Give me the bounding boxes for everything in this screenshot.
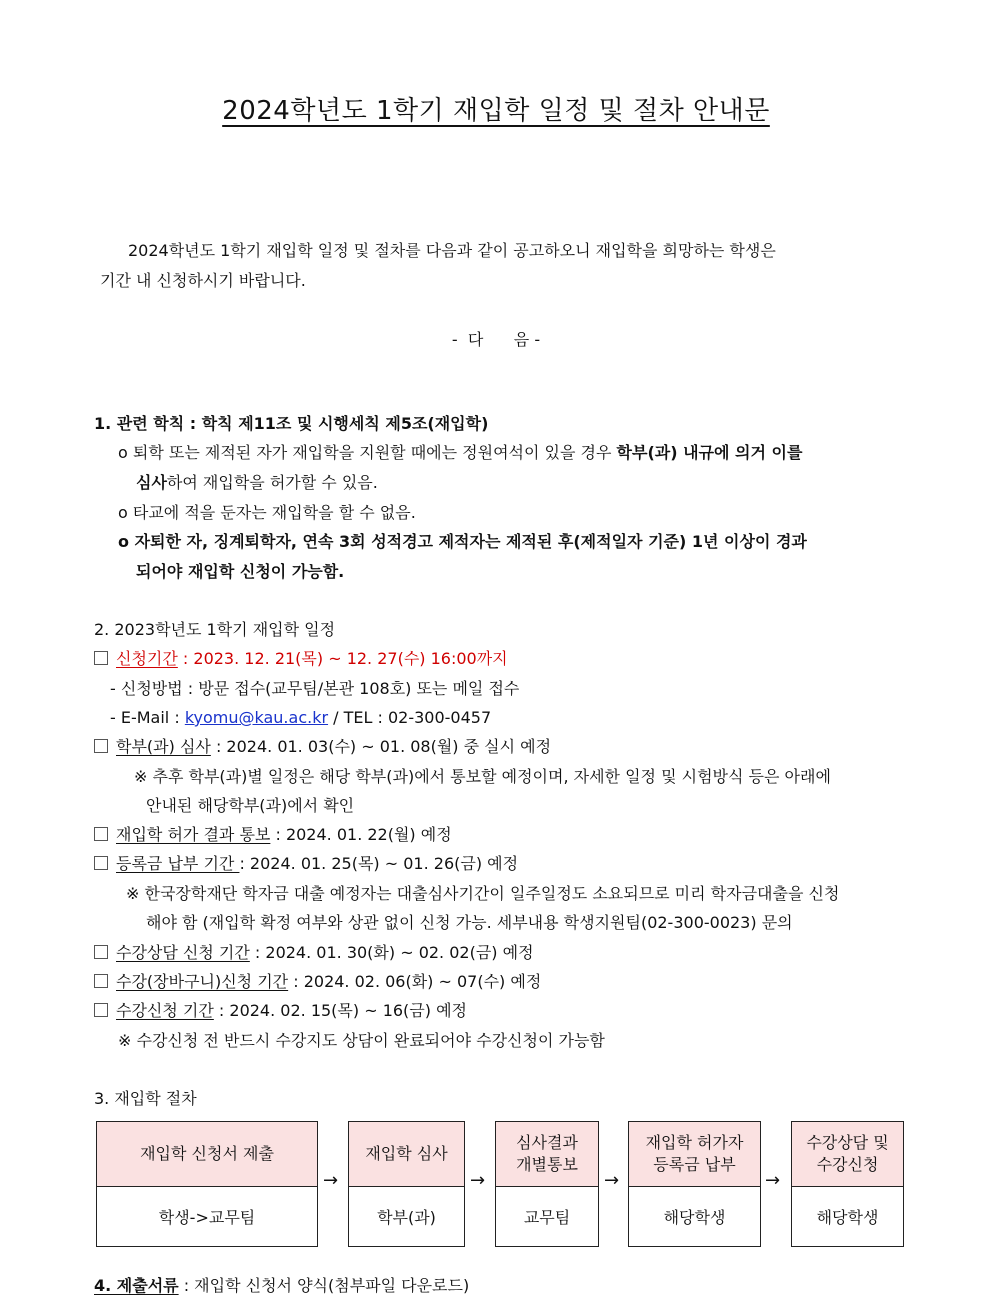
- flow-step-body: 교무팀: [523, 1208, 571, 1227]
- section3-heading: 3. 재입학 절차: [94, 1089, 197, 1108]
- review-label: 학부(과) 심사: [116, 737, 211, 756]
- checkbox-icon: [94, 856, 108, 870]
- arrow-icon: →: [604, 1170, 620, 1191]
- flow-step-4: [628, 1121, 761, 1247]
- checkbox-icon: [94, 739, 108, 753]
- section1-bullet-1-cont: [136, 473, 378, 493]
- flow-step-head: 재입학 허가자 등록금 납부: [629, 1122, 760, 1187]
- bullet-marker: o: [118, 503, 128, 522]
- result-value: : 2024. 01. 22(월) 예정: [270, 825, 452, 844]
- fee-note-2: 해야 함 (재입학 확정 여부와 상관 없이 신청 가능. 세부내용 학생지원팀(02-300-0023) 문의: [146, 913, 793, 932]
- flow-step-body: 학생->교무팀: [158, 1208, 256, 1227]
- result-row: [94, 825, 452, 845]
- flow-step-head: 수강상담 및 수강신청: [792, 1122, 903, 1187]
- fee-value: : 2024. 01. 25(목) ~ 01. 26(금) 예정: [239, 854, 519, 873]
- review-row: [94, 737, 551, 757]
- checkbox-icon: [94, 1003, 108, 1017]
- section4-row: [94, 1276, 469, 1296]
- checkbox-icon: [94, 651, 108, 665]
- bullet-text: 퇴학 또는 제적된 자가 재입학을 지원할 때에는 정원여석이 있을 경우: [132, 443, 612, 462]
- flow-step-head: 재입학 심사: [349, 1122, 464, 1187]
- intro-line-1: 2024학년도 1학기 재입학 일정 및 절차를 다음과 같이 공고하오니 재입학을 희망하는 학생은: [128, 241, 776, 260]
- section1-bullet-1: [118, 443, 802, 463]
- bullet-bold: 심사: [136, 473, 167, 492]
- review-value: : 2024. 01. 03(수) ~ 01. 08(월) 중 실시 예정: [210, 737, 552, 756]
- section2-heading: 2. 2023학년도 1학기 재입학 일정: [94, 620, 336, 639]
- flow-step-body: 학부(과): [377, 1208, 436, 1227]
- arrow-icon: →: [470, 1170, 486, 1191]
- fee-label: 등록금 납부 기간: [116, 854, 240, 873]
- section1-bullet-3-cont: 되어야 재입학 신청이 가능함.: [136, 562, 345, 581]
- arrow-icon: →: [323, 1170, 339, 1191]
- flow-step-1: [96, 1121, 318, 1247]
- review-note-1: ※ 추후 학부(과)별 일정은 해당 학부(과)에서 통보할 예정이며, 자세한 일정 및 시험방식 등은 아래에: [134, 767, 831, 786]
- intro-line-2: 기간 내 신청하시기 바랍니다.: [100, 271, 306, 290]
- bullet-text: 하여 재입학을 허가할 수 있음.: [166, 473, 378, 492]
- registration-label: 수강신청 기간: [116, 1001, 214, 1020]
- email-prefix: - E-Mail :: [110, 708, 185, 727]
- section1-heading: [94, 414, 488, 434]
- apply-period-value: : 2023. 12. 21(목) ~ 12. 27(수) 16:00까지: [177, 649, 508, 668]
- bullet-marker: o: [118, 443, 128, 462]
- review-note-2: 안내된 해당학부(과)에서 확인: [146, 796, 355, 815]
- contact-row: [110, 708, 491, 728]
- section4-value: : 재입학 신청서 양식(첨부파일 다운로드): [178, 1276, 470, 1295]
- section4-heading: 4. 제출서류: [94, 1276, 179, 1295]
- apply-period-label: 신청기간: [116, 649, 178, 668]
- flow-step-head: 재입학 신청서 제출: [97, 1122, 317, 1187]
- checkbox-icon: [94, 827, 108, 841]
- cart-value: : 2024. 02. 06(화) ~ 07(수) 예정: [288, 972, 542, 991]
- checkbox-icon: [94, 974, 108, 988]
- email-link[interactable]: kyomu@kau.ac.kr: [184, 708, 329, 727]
- flow-step-body: 해당학생: [663, 1208, 726, 1227]
- section1-bullet-2: [118, 503, 416, 523]
- registration-note: ※ 수강신청 전 반드시 수강지도 상담이 완료되어야 수강신청이 가능함: [118, 1031, 605, 1050]
- counsel-value: : 2024. 01. 30(화) ~ 02. 02(금) 예정: [249, 943, 534, 962]
- flow-step-2: [348, 1121, 465, 1247]
- cart-row: [94, 972, 541, 992]
- flow-step-head: 심사결과 개별통보: [496, 1122, 598, 1187]
- registration-value: : 2024. 02. 15(목) ~ 16(금) 예정: [213, 1001, 467, 1020]
- cart-label: 수강(장바구니)신청 기간: [116, 972, 289, 991]
- bullet-bold: 학부(과) 내규에 의거 이를: [616, 443, 803, 462]
- fee-note-1: ※ 한국장학재단 학자금 대출 예정자는 대출심사기간이 일주일정도 소요되므로 미리 학자금대출을 신청: [126, 884, 840, 903]
- counsel-label: 수강상담 신청 기간: [116, 943, 250, 962]
- page-title: 2024학년도 1학기 재입학 일정 및 절차 안내문: [222, 96, 770, 126]
- section1-heading-text: 1. 관련 학칙 : 학칙 제11조 및 시행세칙 제5조(재입학): [94, 414, 489, 433]
- flow-step-3: [495, 1121, 599, 1247]
- flow-step-5: [791, 1121, 904, 1247]
- apply-period-row: [94, 649, 508, 669]
- flow-step-body: 해당학생: [816, 1208, 879, 1227]
- counsel-row: [94, 943, 534, 963]
- result-label: 재입학 허가 결과 통보: [116, 825, 271, 844]
- checkbox-icon: [94, 945, 108, 959]
- bullet-text: 자퇴한 자, 징계퇴학자, 연속 3회 성적경고 제적자는 제적된 후(제적일자 기준) 1년 이상이 경과: [134, 532, 807, 551]
- bullet-text: 타교에 적을 둔자는 재입학을 할 수 없음.: [132, 503, 416, 522]
- fee-row: [94, 854, 518, 874]
- tel-text: / TEL : 02-300-0457: [328, 708, 492, 727]
- da-eum-label: - 다 음 -: [451, 330, 541, 349]
- apply-method: - 신청방법 : 방문 접수(교무팀/본관 108호) 또는 메일 접수: [110, 679, 520, 698]
- arrow-icon: →: [765, 1170, 781, 1191]
- bullet-marker: o: [118, 532, 129, 551]
- section1-bullet-3: [118, 532, 807, 552]
- registration-row: [94, 1001, 467, 1021]
